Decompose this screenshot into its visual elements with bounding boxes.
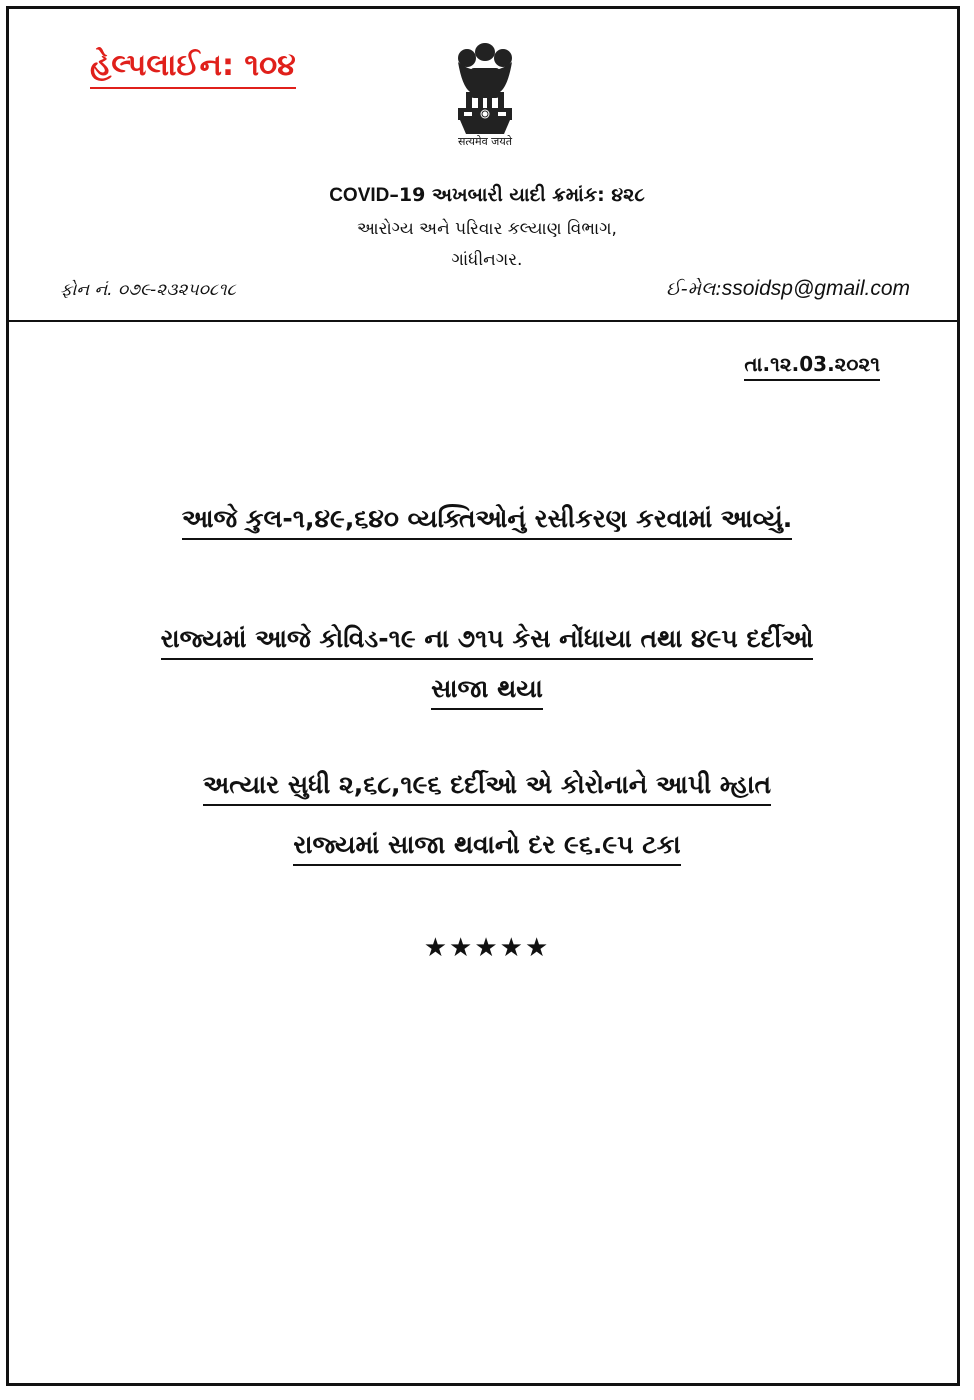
release-date: તા.૧૨.03.૨૦૨૧ — [744, 352, 880, 381]
phone-number: ફોન નં. ૦૭૯-૨૩૨૫૦૮૧૮ — [60, 280, 236, 300]
email-contact — [666, 277, 910, 301]
release-title-prefix: COVID — [329, 185, 390, 206]
headline-cases-line1 — [0, 624, 974, 660]
headline-recovery-rate — [0, 830, 974, 866]
headline-vaccination-text: આજે કુલ-૧,૪૯,૬૪૦ વ્યક્તિઓનું રસીકરણ કરવામાં આવ્યું. — [182, 504, 793, 540]
header-divider — [9, 320, 957, 322]
headline-recovered-text: અત્યાર સુધી ૨,૬૮,૧૯૬ દર્દીઓ એ કોરોનાને આપી મ્હાત — [203, 770, 771, 806]
headline-cases-line2 — [0, 674, 974, 710]
headline-recovery-rate-text: રાજ્યમાં સાજા થવાનો દર ૯૬.૯૫ ટકા — [293, 830, 680, 866]
headline-cases-line2-text: સાજા થયા — [431, 674, 543, 710]
headline-recovered — [0, 770, 974, 806]
footer-stars: ★★★★★ — [423, 933, 551, 963]
department-name: આરોગ્ય અને પરિવાર કલ્યાણ વિભાગ, — [357, 219, 617, 239]
city-name: ગાંધીનગર. — [451, 250, 523, 270]
press-release-title — [0, 184, 974, 207]
email-address[interactable]: ssoidsp@gmail.com — [721, 277, 910, 300]
emblem-motto: सत्यमेव जयते — [457, 135, 512, 148]
email-label: ઈ-મેલ: — [666, 278, 722, 300]
helpline-number: હેલ્પલાઈન: ૧૦૪ — [90, 48, 296, 89]
headline-cases-line1-text: રાજ્યમાં આજે કોવિડ-૧૯ ના ૭૧૫ કેસ નોંધાયા તથા ૪૯૫ દર્દીઓ — [161, 624, 814, 660]
headline-vaccination — [0, 504, 974, 540]
release-title-text: –19 અખબારી યાદી ક્રમાંક: ૪૨૮ — [389, 184, 645, 206]
